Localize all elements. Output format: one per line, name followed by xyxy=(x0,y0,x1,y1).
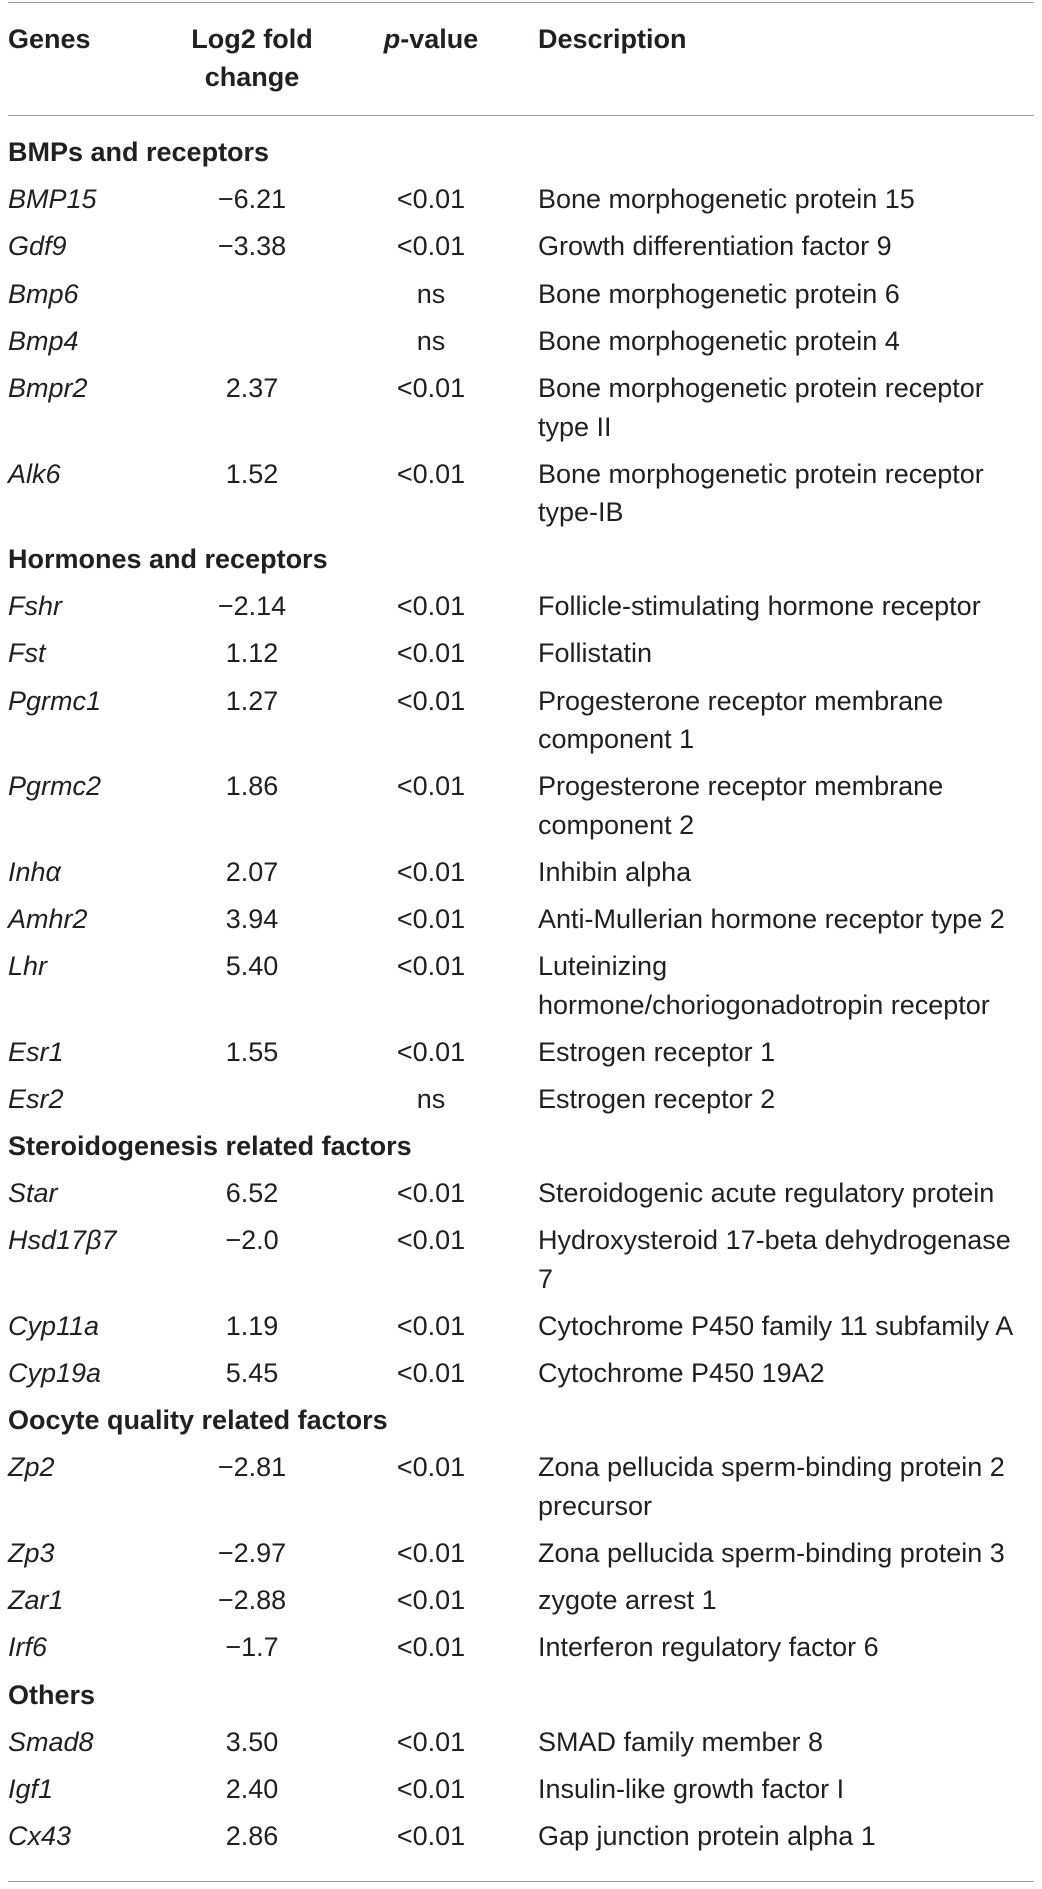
section-heading: Oocyte quality related factors xyxy=(8,1405,388,1436)
gene-name: Amhr2 xyxy=(8,903,88,934)
gene-name: Gdf9 xyxy=(8,231,67,262)
gene-name: Hsd17β7 xyxy=(8,1225,117,1256)
description: precursor xyxy=(538,1490,653,1521)
log2-fold-change: −2.81 xyxy=(217,1452,287,1483)
description: type II xyxy=(538,411,612,442)
p-value: ns xyxy=(416,1083,446,1114)
p-value: <0.01 xyxy=(396,685,466,716)
description: hormone/choriogonadotropin receptor xyxy=(538,989,990,1020)
description: Estrogen receptor 2 xyxy=(538,1083,776,1114)
header-fold-change xyxy=(160,20,344,96)
p-value: <0.01 xyxy=(396,1821,466,1852)
section-heading: Others xyxy=(8,1679,96,1710)
log2-fold-change: 2.07 xyxy=(225,856,279,887)
description: Bone morphogenetic protein receptor xyxy=(538,373,984,403)
log2-fold-change: 3.50 xyxy=(225,1726,279,1757)
p-value: <0.01 xyxy=(396,231,466,262)
top-rule xyxy=(8,2,1034,3)
description: Bone morphogenetic protein 15 xyxy=(538,184,915,215)
description: Follicle-stimulating hormone receptor xyxy=(538,591,981,622)
p-value: ns xyxy=(416,278,446,309)
log2-fold-change: −2.97 xyxy=(217,1537,287,1568)
description: Follistatin xyxy=(538,638,653,669)
gene-name: Cx43 xyxy=(8,1821,72,1852)
log2-fold-change: −2.0 xyxy=(225,1225,279,1256)
description: Steroidogenic acute regulatory protein xyxy=(538,1178,995,1209)
p-value: <0.01 xyxy=(396,373,466,403)
p-value: <0.01 xyxy=(396,1726,466,1757)
gene-name: Bmpr2 xyxy=(8,373,88,403)
p-value: <0.01 xyxy=(396,184,466,215)
description: Estrogen receptor 1 xyxy=(538,1036,776,1067)
gene-name: Alk6 xyxy=(8,458,61,489)
description: Cytochrome P450 19A2 xyxy=(538,1358,825,1388)
description: component 1 xyxy=(538,724,695,755)
gene-name: Esr2 xyxy=(8,1083,64,1114)
p-value: <0.01 xyxy=(396,1358,466,1388)
gene-name: Lhr xyxy=(8,951,48,981)
log2-fold-change: −6.21 xyxy=(217,184,287,215)
log2-fold-change: 1.27 xyxy=(225,685,279,716)
log2-fold-change: −1.7 xyxy=(225,1632,279,1663)
p-value: <0.01 xyxy=(396,1585,466,1616)
description: Bone morphogenetic protein receptor xyxy=(538,458,984,489)
p-value: <0.01 xyxy=(396,856,466,887)
section-heading: Steroidogenesis related factors xyxy=(8,1130,412,1161)
description: type-IB xyxy=(538,497,624,527)
description: Anti-Mullerian hormone receptor type 2 xyxy=(538,903,1005,934)
description: Hydroxysteroid 17-beta dehydrogenase xyxy=(538,1225,1011,1256)
log2-fold-change: −2.14 xyxy=(217,591,287,622)
log2-fold-change: 2.37 xyxy=(225,373,279,403)
description: zygote arrest 1 xyxy=(538,1585,717,1616)
p-value: <0.01 xyxy=(396,1537,466,1568)
header-description: Description xyxy=(538,24,687,54)
gene-name: Smad8 xyxy=(8,1726,94,1757)
description: Luteinizing xyxy=(538,951,668,981)
header-pvalue xyxy=(370,20,492,58)
gene-name: Zp3 xyxy=(8,1537,55,1568)
log2-fold-change: 1.86 xyxy=(225,771,279,802)
log2-fold-change: 2.86 xyxy=(225,1821,279,1852)
description: Progesterone receptor membrane xyxy=(538,685,944,716)
log2-fold-change: 1.52 xyxy=(225,458,279,489)
p-value: <0.01 xyxy=(396,903,466,934)
gene-name: Zp2 xyxy=(8,1452,55,1483)
gene-name: Fst xyxy=(8,638,46,669)
log2-fold-change: 3.94 xyxy=(225,903,279,934)
header-fold-line1: Log2 fold xyxy=(191,24,313,54)
description: Inhibin alpha xyxy=(538,856,692,887)
log2-fold-change: 6.52 xyxy=(225,1178,279,1209)
p-value: <0.01 xyxy=(396,458,466,489)
log2-fold-change: 1.19 xyxy=(225,1310,279,1341)
gene-name: Star xyxy=(8,1178,58,1209)
log2-fold-change: 1.12 xyxy=(225,638,279,669)
p-value: <0.01 xyxy=(396,1452,466,1483)
header-rule xyxy=(8,115,1034,116)
description: Bone morphogenetic protein 4 xyxy=(538,325,900,356)
p-value: <0.01 xyxy=(396,1773,466,1804)
p-value: <0.01 xyxy=(396,951,466,981)
gene-name: Pgrmc2 xyxy=(8,771,102,802)
header-pvalue-p: p xyxy=(383,24,401,54)
description: Interferon regulatory factor 6 xyxy=(538,1632,879,1663)
section-heading: Hormones and receptors xyxy=(8,544,328,574)
header-fold-line2: change xyxy=(204,62,300,92)
log2-fold-change: 2.40 xyxy=(225,1773,279,1804)
gene-name: Inhα xyxy=(8,856,61,887)
description: Growth differentiation factor 9 xyxy=(538,231,892,262)
log2-fold-change: −3.38 xyxy=(217,231,287,262)
gene-name: Pgrmc1 xyxy=(8,685,102,716)
p-value: ns xyxy=(416,325,446,356)
p-value: <0.01 xyxy=(396,1225,466,1256)
gene-name: BMP15 xyxy=(8,184,97,215)
header-pvalue-suffix: -value xyxy=(400,24,479,54)
gene-name: Irf6 xyxy=(8,1632,48,1663)
description: Zona pellucida sperm-binding protein 2 xyxy=(538,1452,1005,1483)
gene-name: Cyp11a xyxy=(8,1310,100,1341)
gene-name: Bmp4 xyxy=(8,325,79,356)
log2-fold-change: 1.55 xyxy=(225,1036,279,1067)
description: Cytochrome P450 family 11 subfamily A xyxy=(538,1310,1014,1341)
p-value: <0.01 xyxy=(396,1310,466,1341)
description: Insulin-like growth factor I xyxy=(538,1773,845,1804)
log2-fold-change: 5.40 xyxy=(225,951,279,981)
description: Gap junction protein alpha 1 xyxy=(538,1821,876,1852)
description: component 2 xyxy=(538,809,695,840)
gene-name: Cyp19a xyxy=(8,1358,102,1388)
log2-fold-change: 5.45 xyxy=(225,1358,279,1388)
p-value: <0.01 xyxy=(396,1036,466,1067)
description: 7 xyxy=(538,1263,554,1294)
gene-name: Bmp6 xyxy=(8,278,79,309)
gene-name: Fshr xyxy=(8,591,62,622)
log2-fold-change: −2.88 xyxy=(217,1585,287,1616)
p-value: <0.01 xyxy=(396,591,466,622)
p-value: <0.01 xyxy=(396,771,466,802)
p-value: <0.01 xyxy=(396,1632,466,1663)
description: SMAD family member 8 xyxy=(538,1726,824,1757)
header-genes: Genes xyxy=(8,24,91,54)
p-value: <0.01 xyxy=(396,638,466,669)
section-heading: BMPs and receptors xyxy=(8,137,270,167)
gene-name: Zar1 xyxy=(8,1585,64,1616)
gene-name: Igf1 xyxy=(8,1773,54,1804)
gene-name: Esr1 xyxy=(8,1036,64,1067)
bottom-rule xyxy=(8,1881,1034,1882)
p-value: <0.01 xyxy=(396,1178,466,1209)
description: Progesterone receptor membrane xyxy=(538,771,944,802)
description: Bone morphogenetic protein 6 xyxy=(538,278,900,309)
description: Zona pellucida sperm-binding protein 3 xyxy=(538,1537,1005,1568)
